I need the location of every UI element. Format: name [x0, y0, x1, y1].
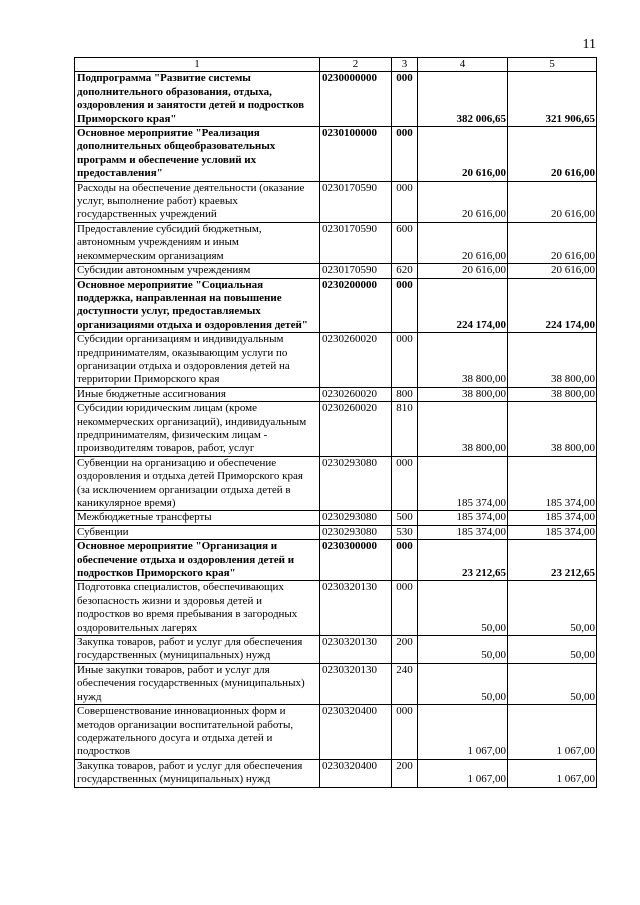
- row-type-cell: 200: [392, 759, 418, 787]
- row-code-cell: 0230320130: [320, 663, 392, 704]
- row-value-col4-cell: 1 067,00: [418, 759, 508, 787]
- row-value-col4-cell: 20 616,00: [418, 222, 508, 263]
- row-value-col5-cell: 38 800,00: [508, 402, 597, 457]
- row-name-cell: Основное мероприятие "Реализация дополнительных общеобразовательных программ и обеспечение условий их предоставления": [75, 127, 320, 182]
- row-name-cell: Субсидии организациям и индивидуальным предпринимателям, оказывающим услуги по организации отдыха и оздоровления детей на территории Приморского края: [75, 333, 320, 388]
- row-value-col4-cell: 20 616,00: [418, 181, 508, 222]
- row-value-col5-cell: 20 616,00: [508, 127, 597, 182]
- row-value-col4-cell: 38 800,00: [418, 387, 508, 401]
- row-code-cell: 0230170590: [320, 264, 392, 278]
- row-name-cell: Подготовка специалистов, обеспечивающих безопасность жизни и здоровья детей и подростков во время пребывания в загородных оздоровительных лагерях: [75, 581, 320, 636]
- row-name-cell: Субвенции: [75, 525, 320, 539]
- row-type-cell: 600: [392, 222, 418, 263]
- row-name-cell: Совершенствование инновационных форм и методов организации воспитательной работы, содержательного досуга и отдыха детей и подростков: [75, 705, 320, 760]
- row-value-col4-cell: 38 800,00: [418, 402, 508, 457]
- row-value-col5-cell: 185 374,00: [508, 525, 597, 539]
- table-row: [75, 127, 597, 182]
- table-row: [75, 333, 597, 388]
- row-type-cell: 000: [392, 181, 418, 222]
- row-code-cell: 0230293080: [320, 525, 392, 539]
- row-code-cell: 0230320400: [320, 759, 392, 787]
- row-value-col5-cell: 20 616,00: [508, 264, 597, 278]
- row-name-cell: Закупка товаров, работ и услуг для обеспечения государственных (муниципальных) нужд: [75, 636, 320, 664]
- row-type-cell: 620: [392, 264, 418, 278]
- row-code-cell: 0230100000: [320, 127, 392, 182]
- row-code-cell: 0230260020: [320, 333, 392, 388]
- row-value-col4-cell: 38 800,00: [418, 333, 508, 388]
- table-row: [75, 705, 597, 760]
- row-type-cell: 500: [392, 511, 418, 525]
- header-cell: 5: [508, 58, 597, 72]
- row-code-cell: 0230293080: [320, 511, 392, 525]
- table-row: [75, 278, 597, 333]
- row-value-col5-cell: 23 212,65: [508, 540, 597, 581]
- row-value-col5-cell: 38 800,00: [508, 333, 597, 388]
- row-type-cell: 000: [392, 127, 418, 182]
- row-name-cell: Закупка товаров, работ и услуг для обеспечения государственных (муниципальных) нужд: [75, 759, 320, 787]
- row-value-col4-cell: 224 174,00: [418, 278, 508, 333]
- row-code-cell: 0230320400: [320, 705, 392, 760]
- row-code-cell: 0230000000: [320, 72, 392, 127]
- row-code-cell: 0230170590: [320, 181, 392, 222]
- row-code-cell: 0230200000: [320, 278, 392, 333]
- row-value-col5-cell: 38 800,00: [508, 387, 597, 401]
- row-value-col5-cell: 185 374,00: [508, 456, 597, 511]
- row-value-col4-cell: 185 374,00: [418, 456, 508, 511]
- row-name-cell: Субсидии автономным учреждениям: [75, 264, 320, 278]
- row-code-cell: 0230260020: [320, 387, 392, 401]
- row-name-cell: Предоставление субсидий бюджетным, автономным учреждениям и иным некоммерческим организациям: [75, 222, 320, 263]
- row-value-col4-cell: 20 616,00: [418, 127, 508, 182]
- table-row: [75, 511, 597, 525]
- row-value-col5-cell: 50,00: [508, 663, 597, 704]
- table-row: [75, 663, 597, 704]
- row-code-cell: 0230293080: [320, 456, 392, 511]
- row-value-col5-cell: 50,00: [508, 636, 597, 664]
- row-code-cell: 0230320130: [320, 636, 392, 664]
- row-value-col4-cell: 1 067,00: [418, 705, 508, 760]
- row-name-cell: Основное мероприятие "Социальная поддержка, направленная на повышение доступности услуг, предоставляемых организациями отдыха и оздоровления детей": [75, 278, 320, 333]
- row-value-col4-cell: 23 212,65: [418, 540, 508, 581]
- row-code-cell: 0230170590: [320, 222, 392, 263]
- header-cell: 3: [392, 58, 418, 72]
- table-row: [75, 636, 597, 664]
- row-type-cell: 000: [392, 278, 418, 333]
- row-name-cell: Подпрограмма "Развитие системы дополнительного образования, отдыха, оздоровления и занятости детей и подростков Приморского края": [75, 72, 320, 127]
- row-value-col4-cell: 20 616,00: [418, 264, 508, 278]
- row-type-cell: 800: [392, 387, 418, 401]
- row-value-col5-cell: 1 067,00: [508, 759, 597, 787]
- table-row: [75, 264, 597, 278]
- table-row: [75, 181, 597, 222]
- budget-table: [74, 57, 597, 788]
- row-code-cell: 0230260020: [320, 402, 392, 457]
- row-type-cell: 200: [392, 636, 418, 664]
- row-value-col5-cell: 185 374,00: [508, 511, 597, 525]
- table-row: [75, 402, 597, 457]
- row-name-cell: Межбюджетные трансферты: [75, 511, 320, 525]
- row-type-cell: 000: [392, 72, 418, 127]
- row-name-cell: Субсидии юридическим лицам (кроме некоммерческих организаций), индивидуальным предпринимателям, физическим лицам - производителям товаров, работ, услуг: [75, 402, 320, 457]
- row-type-cell: 000: [392, 581, 418, 636]
- row-name-cell: Иные закупки товаров, работ и услуг для обеспечения государственных (муниципальных) нужд: [75, 663, 320, 704]
- table-row: [75, 581, 597, 636]
- row-value-col5-cell: 321 906,65: [508, 72, 597, 127]
- row-value-col5-cell: 50,00: [508, 581, 597, 636]
- table-row: [75, 72, 597, 127]
- page-number: 11: [582, 37, 596, 52]
- row-type-cell: 000: [392, 705, 418, 760]
- table-row: [75, 540, 597, 581]
- row-value-col4-cell: 50,00: [418, 663, 508, 704]
- table-row: [75, 456, 597, 511]
- row-code-cell: 0230300000: [320, 540, 392, 581]
- row-name-cell: Основное мероприятие "Организация и обеспечение отдыха и оздоровления детей и подростков Приморского края": [75, 540, 320, 581]
- row-value-col4-cell: 50,00: [418, 636, 508, 664]
- row-type-cell: 810: [392, 402, 418, 457]
- row-type-cell: 000: [392, 456, 418, 511]
- row-value-col5-cell: 224 174,00: [508, 278, 597, 333]
- header-cell: 4: [418, 58, 508, 72]
- table-header-row: [75, 58, 597, 72]
- table-row: [75, 387, 597, 401]
- row-type-cell: 000: [392, 540, 418, 581]
- row-value-col4-cell: 185 374,00: [418, 511, 508, 525]
- table-row: [75, 759, 597, 787]
- row-value-col4-cell: 50,00: [418, 581, 508, 636]
- row-value-col5-cell: 20 616,00: [508, 222, 597, 263]
- row-value-col4-cell: 185 374,00: [418, 525, 508, 539]
- row-name-cell: Расходы на обеспечение деятельности (оказание услуг, выполнение работ) краевых государственных учреждений: [75, 181, 320, 222]
- row-value-col4-cell: 382 006,65: [418, 72, 508, 127]
- row-name-cell: Субвенции на организацию и обеспечение оздоровления и отдыха детей Приморского края (за исключением организации отдыха детей в каникулярное время): [75, 456, 320, 511]
- row-type-cell: 000: [392, 333, 418, 388]
- row-value-col5-cell: 20 616,00: [508, 181, 597, 222]
- header-cell: 1: [75, 58, 320, 72]
- header-cell: 2: [320, 58, 392, 72]
- row-type-cell: 240: [392, 663, 418, 704]
- row-value-col5-cell: 1 067,00: [508, 705, 597, 760]
- row-code-cell: 0230320130: [320, 581, 392, 636]
- row-type-cell: 530: [392, 525, 418, 539]
- table-row: [75, 222, 597, 263]
- table-row: [75, 525, 597, 539]
- row-name-cell: Иные бюджетные ассигнования: [75, 387, 320, 401]
